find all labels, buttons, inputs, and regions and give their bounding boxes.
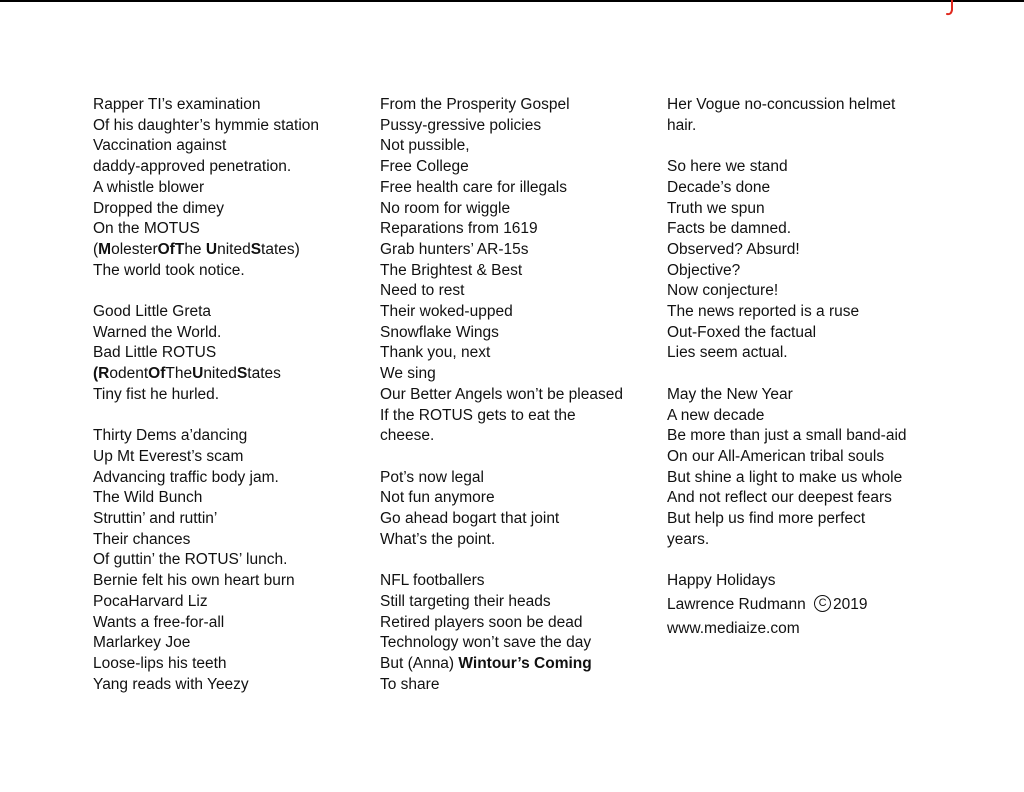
copyright-icon: C (814, 595, 831, 612)
poem-line: Lies seem actual. (667, 344, 788, 362)
poem-line: The world took notice. (93, 261, 245, 279)
poem-line: Warned the World. (93, 323, 222, 341)
poem-line: Thirty Dems a’dancing (93, 427, 248, 445)
poem-line: Their woked-upped (380, 303, 513, 321)
poem-line: From the Prosperity Gospel (380, 96, 570, 113)
poem-line: Reparations from 1619 (380, 220, 538, 238)
poem-line: Truth we spun (667, 199, 765, 217)
poem-line: No room for wiggle (380, 199, 511, 217)
poem-line: Marlarkey Joe (93, 634, 191, 652)
poem-line: Observed? Absurd! (667, 240, 800, 258)
rodent-acronym-line: (RodentOfTheUnitedStates (93, 365, 281, 383)
poem-line: Their chances (93, 530, 191, 548)
poem-line: Need to rest (380, 282, 465, 300)
poem-line: Free health care for illegals (380, 178, 567, 196)
poem-line: Be more than just a small band-aid (667, 427, 907, 445)
poem-column-1 (93, 95, 368, 695)
website-link[interactable]: www.mediaize.com (667, 619, 800, 637)
poem-line: Out-Foxed the factual (667, 323, 817, 341)
poem-line: Pot’s now legal (380, 468, 484, 486)
poem-line: Yang reads with Yeezy (93, 675, 249, 693)
poem-line: Retired players soon be dead (380, 613, 583, 631)
poem-line: Our Better Angels won’t be pleased (380, 385, 623, 403)
top-rule (0, 0, 1024, 2)
poem-line: Struttin’ and ruttin’ (93, 510, 218, 528)
author-name: Lawrence Rudmann (667, 595, 806, 613)
poem-line: Snowflake Wings (380, 323, 499, 341)
poem-line: So here we stand (667, 158, 788, 176)
molester-acronym-line: (MolesterOfThe UnitedStates) (93, 240, 300, 258)
poem-line: PocaHarvard Liz (93, 592, 208, 610)
poem-line: On the MOTUS (93, 220, 200, 238)
poem-column-2 (380, 95, 660, 695)
poem-line: Facts be damned. (667, 220, 792, 238)
poem-line: Tiny fist he hurled. (93, 385, 220, 403)
poem-line: Go ahead bogart that joint (380, 510, 560, 528)
poem-line: daddy-approved penetration. (93, 158, 292, 176)
poem-line: Of guttin’ the ROTUS’ lunch. (93, 551, 288, 569)
poem-line: Of his daughter’s hymmie station (93, 116, 320, 134)
poem-line: To share (380, 675, 440, 693)
copyright-year: 2019 (833, 595, 868, 613)
poem-line: Bad Little ROTUS (93, 344, 217, 362)
poem-column-3 (667, 95, 967, 639)
greeting: Happy Holidays (667, 572, 776, 590)
poem-line: The Brightest & Best (380, 261, 523, 279)
poem-line: Still targeting their heads (380, 592, 551, 610)
poem-line: Advancing traffic body jam. (93, 468, 279, 486)
poem-line: Decade’s done (667, 178, 771, 196)
poem-line: NFL footballers (380, 572, 485, 590)
poem-line: Vaccination against (93, 137, 227, 155)
poem-line: On our All-American tribal souls (667, 447, 885, 465)
poem-line: And not reflect our deepest fears (667, 489, 892, 507)
poem-line: A new decade (667, 406, 765, 424)
author-signature (667, 595, 967, 616)
red-pen-mark (938, 0, 962, 22)
poem-line: years. (667, 530, 710, 548)
poem-line: Not fun anymore (380, 489, 495, 507)
poem-line: Objective? (667, 261, 741, 279)
poem-line: Thank you, next (380, 344, 491, 362)
poem-line: Now conjecture! (667, 282, 779, 300)
poem-line: What’s the point. (380, 530, 496, 548)
poem-line: Her Vogue no-concussion helmet (667, 96, 896, 113)
poem-line: Up Mt Everest’s scam (93, 447, 244, 465)
poem-line: But shine a light to make us whole (667, 468, 903, 486)
poem-line: Rapper TI’s examination (93, 96, 261, 113)
poem-line: Loose-lips his teeth (93, 654, 227, 672)
poem-line: If the ROTUS gets to eat the (380, 406, 576, 424)
poem-line: Good Little Greta (93, 303, 212, 321)
poem-line: Grab hunters’ AR-15s (380, 240, 529, 258)
wintour-line: But (Anna) Wintour’s Coming (380, 654, 592, 672)
poem-line: Bernie felt his own heart burn (93, 572, 295, 590)
poem-line: Dropped the dimey (93, 199, 224, 217)
poem-line: The Wild Bunch (93, 489, 203, 507)
poem-line: A whistle blower (93, 178, 205, 196)
poem-line: May the New Year (667, 385, 793, 403)
poem-line: Technology won’t save the day (380, 634, 592, 652)
poem-line: We sing (380, 365, 436, 383)
poem-line: Free College (380, 158, 469, 176)
poem-line: cheese. (380, 427, 435, 445)
poem-line: But help us find more perfect (667, 510, 866, 528)
poem-line: hair. (667, 116, 697, 134)
poem-line: Not pussible, (380, 137, 470, 155)
poem-line: The news reported is a ruse (667, 303, 860, 321)
poem-line: Pussy-gressive policies (380, 116, 542, 134)
poem-line: Wants a free-for-all (93, 613, 225, 631)
